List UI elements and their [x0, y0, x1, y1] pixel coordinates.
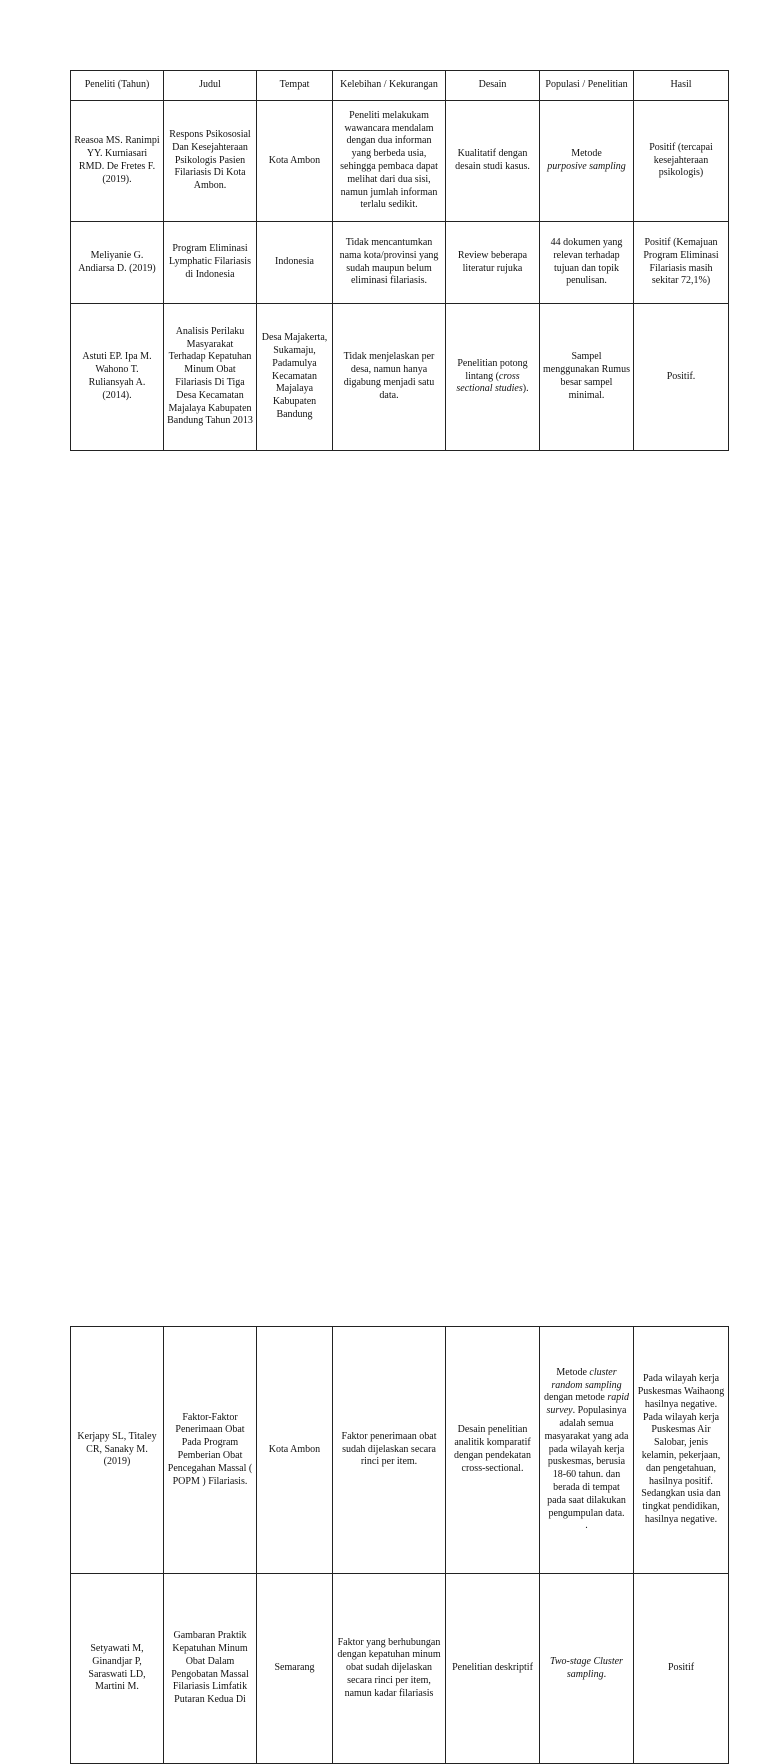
table-row — [71, 222, 729, 304]
populasi-italic: cluster random sampling — [551, 1366, 622, 1391]
cell-populasi: 44 dokumen yang relevan terhadap tujuan dan topik penulisan. — [540, 222, 634, 304]
desain-text: Penelitian potong lintang ( — [457, 357, 528, 382]
cell-desain: Desain penelitian analitik komparatif dengan pendekatan cross-sectional. — [446, 1327, 540, 1574]
desain-italic: cross sectional studies — [456, 370, 523, 395]
cell-hasil: Pada wilayah kerja Puskesmas Waihaong hasilnya negative. Pada wilayah kerja Puskesmas Air Salobar, jenis kelamin, pekerjaan, dan pengetahuan, hasilnya positif. Sedangkan usia dan tingkat pendidikan, hasilnya negative. — [634, 1327, 729, 1574]
cell-tempat: Indonesia — [257, 222, 333, 304]
page-bottom-region — [0, 663, 768, 1706]
cell-populasi: Sampel menggunakan Rumus besar sampel minimal. — [540, 304, 634, 451]
cell-peneliti: Setyawati M, Ginandjar P, Saraswati LD, Martini M. — [71, 1574, 164, 1764]
cell-tempat: Kota Ambon — [257, 1327, 333, 1574]
populasi-text: . Populasinya adalah semua masyarakat yang ada pada wilayah kerja puskesmas, berusia 18-60 tahun. dan berada di tempat pada saat dilakukan pengumpulan data. — [544, 1405, 629, 1519]
cell-hasil: Positif. — [634, 304, 729, 451]
header-kelebihan: Kelebihan / Kekurangan — [333, 71, 446, 101]
cell-tempat: Desa Majakerta, Sukamaju, Padamulya Kecamatan Majalaya Kabupaten Bandung — [257, 304, 333, 451]
populasi-text: Metode — [571, 148, 602, 160]
header-judul: Judul — [164, 71, 257, 101]
cell-hasil: Positif — [634, 1574, 729, 1764]
populasi-text: dengan metode — [544, 1392, 605, 1404]
cell-kelebihan: Tidak mencantumkan nama kota/provinsi yang sudah maupun belum eliminasi filariasis. — [333, 222, 446, 304]
cell-judul: Gambaran Praktik Kepatuhan Minum Obat Dalam Pengobatan Massal Filariasis Limfatik Putaran Kedua Di — [164, 1574, 257, 1764]
populasi-text: Metode — [556, 1366, 587, 1378]
populasi-italic: purposive sampling — [547, 161, 626, 172]
cell-hasil: Positif (Kemajuan Program Eliminasi Filariasis masih sekitar 72,1%) — [634, 222, 729, 304]
cell-judul: Analisis Perilaku Masyarakat Terhadap Kepatuhan Minum Obat Filariasis Di Tiga Desa Kecamatan Majalaya Kabupaten Bandung Tahun 2013 — [164, 304, 257, 451]
cell-peneliti: Reasoa MS. Ranimpi YY. Kurniasari RMD. De Fretes F. (2019). — [71, 101, 164, 222]
cell-kelebihan: Faktor penerimaan obat sudah dijelaskan secara rinci per item. — [333, 1327, 446, 1574]
cell-judul: Faktor-Faktor Penerimaan Obat Pada Program Pemberian Obat Pencegahan Massal ( POPM ) Filariasis. — [164, 1327, 257, 1574]
header-peneliti: Peneliti (Tahun) — [71, 71, 164, 101]
table-row — [71, 101, 729, 222]
cell-populasi — [540, 101, 634, 222]
cell-kelebihan: Faktor yang berhubungan dengan kepatuhan minum obat sudah dijelaskan secara rinci per item, namun kadar filariasis — [333, 1574, 446, 1764]
table-row — [71, 1327, 729, 1574]
header-tempat: Tempat — [257, 71, 333, 101]
table-row — [71, 1574, 729, 1764]
header-desain: Desain — [446, 71, 540, 101]
cell-tempat: Semarang — [257, 1574, 333, 1764]
populasi-text-end: . — [585, 1520, 588, 1532]
populasi-text-end: . — [603, 1668, 607, 1680]
populasi-italic: rapid survey — [546, 1392, 629, 1417]
table-row — [71, 304, 729, 451]
cell-peneliti: Meliyanie G. Andiarsa D. (2019) — [71, 222, 164, 304]
cell-populasi — [540, 1327, 634, 1574]
header-hasil: Hasil — [634, 71, 729, 101]
cell-peneliti: Astuti EP. Ipa M. Wahono T. Ruliansyah A. (2014). — [71, 304, 164, 451]
cell-peneliti: Kerjapy SL, Titaley CR, Sanaky M. (2019) — [71, 1327, 164, 1574]
table-header-row — [71, 71, 729, 101]
cell-desain: Review beberapa literatur rujuka — [446, 222, 540, 304]
cell-kelebihan: Peneliti melakukam wawancara mendalam dengan dua informan yang berbeda usia, sehingga pembaca dapat melihat dari dua sisi, namun jumlah informan terlalu sedikit. — [333, 101, 446, 222]
cell-desain: Kualitatif dengan desain studi kasus. — [446, 101, 540, 222]
cell-desain: Penelitian deskriptif — [446, 1574, 540, 1764]
literature-table-2 — [70, 1326, 729, 1764]
literature-table-1 — [70, 70, 729, 451]
cell-judul: Program Eliminasi Lymphatic Filariasis di Indonesia — [164, 222, 257, 304]
header-populasi: Populasi / Penelitian — [540, 71, 634, 101]
cell-judul: Respons Psikososial Dan Kesejahteraan Psikologis Pasien Filariasis Di Kota Ambon. — [164, 101, 257, 222]
cell-populasi — [540, 1574, 634, 1764]
cell-hasil: Positif (tercapai kesejahteraan psikologis) — [634, 101, 729, 222]
cell-desain — [446, 304, 540, 451]
cell-tempat: Kota Ambon — [257, 101, 333, 222]
desain-text-end: ). — [522, 383, 529, 395]
populasi-italic: Two-stage Cluster sampling — [550, 1655, 623, 1680]
cell-kelebihan: Tidak menjelaskan per desa, namun hanya digabung menjadi satu data. — [333, 304, 446, 451]
